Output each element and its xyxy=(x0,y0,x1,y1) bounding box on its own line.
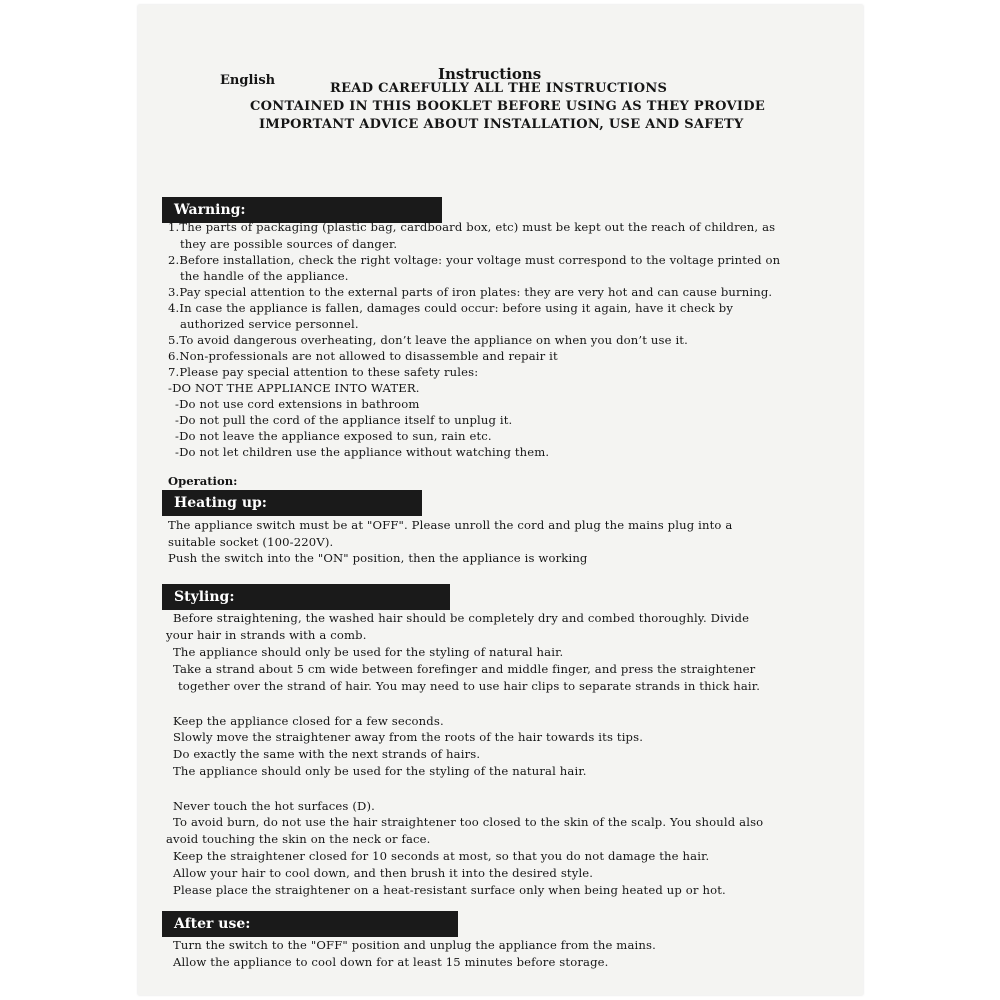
styling-line: Before straightening, the washed hair should be completely dry and combed thoroughly. Divide xyxy=(173,611,750,625)
styling-line: Please place the straightener on a heat-resistant surface only when being heated up or hot. xyxy=(173,883,726,897)
warning-line: -Do not leave the appliance exposed to sun, rain etc. xyxy=(175,429,492,443)
section-heading-text: Heating up: xyxy=(174,495,267,511)
warning-line: -Do not let children use the appliance without watching them. xyxy=(175,445,550,459)
warning-line: they are possible sources of danger. xyxy=(180,237,398,251)
warning-line: 3.Pay special attention to the external parts of iron plates: they are very hot and can cause burning. xyxy=(168,285,773,299)
warning-line: 4.In case the appliance is fallen, damages could occur: before using it again, have it check by xyxy=(168,301,734,315)
section-heading-text: After use: xyxy=(174,916,251,932)
section-heading-after-use xyxy=(162,911,458,937)
styling-line: Slowly move the straightener away from the roots of the hair towards its tips. xyxy=(173,730,644,744)
heating-line: suitable socket (100-220V). xyxy=(168,535,334,549)
styling-line: your hair in strands with a comb. xyxy=(166,628,367,642)
after-use-line: Turn the switch to the "OFF" position and unplug the appliance from the mains. xyxy=(173,938,656,952)
section-heading-styling xyxy=(162,584,450,610)
styling-line: The appliance should only be used for the styling of the natural hair. xyxy=(173,764,587,778)
warning-line: 6.Non-professionals are not allowed to disassemble and repair it xyxy=(168,349,558,363)
warning-line: -Do not pull the cord of the appliance itself to unplug it. xyxy=(175,413,513,427)
after-use-line: Allow the appliance to cool down for at least 15 minutes before storage. xyxy=(173,955,609,969)
styling-line: The appliance should only be used for the styling of natural hair. xyxy=(173,645,564,659)
styling-line: Do exactly the same with the next strands of hairs. xyxy=(173,747,481,761)
warning-line: -Do not use cord extensions in bathroom xyxy=(175,397,420,411)
warning-line: the handle of the appliance. xyxy=(180,269,349,283)
warning-line: authorized service personnel. xyxy=(180,317,359,331)
section-heading-text: Styling: xyxy=(174,589,235,605)
styling-line: To avoid burn, do not use the hair straightener too closed to the skin of the scalp. You should also xyxy=(173,815,764,829)
heating-line: Push the switch into the "ON" position, then the appliance is working xyxy=(168,551,588,565)
section-heading-text: Warning: xyxy=(174,202,246,218)
warning-line: 5.To avoid dangerous overheating, don’t leave the appliance on when you don’t use it. xyxy=(168,333,688,347)
header-line: CONTAINED IN THIS BOOKLET BEFORE USING AS THEY PROVIDE xyxy=(250,99,766,114)
instruction-sheet xyxy=(138,5,863,995)
header-line: IMPORTANT ADVICE ABOUT INSTALLATION, USE AND SAFETY xyxy=(259,117,744,132)
warning-line: -DO NOT THE APPLIANCE INTO WATER. xyxy=(168,381,420,395)
section-heading-heating xyxy=(162,490,422,516)
page-title: Instructions xyxy=(438,65,542,83)
operation-label: Operation: xyxy=(168,474,238,488)
heating-line: The appliance switch must be at "OFF". Please unroll the cord and plug the mains plug into a xyxy=(168,518,733,532)
styling-line: together over the strand of hair. You may need to use hair clips to separate strands in thick hair. xyxy=(178,679,761,693)
language-label: English xyxy=(220,73,276,88)
warning-line: 1.The parts of packaging (plastic bag, cardboard box, etc) must be kept out the reach of children, as xyxy=(168,220,776,234)
header-line: READ CAREFULLY ALL THE INSTRUCTIONS xyxy=(330,81,668,96)
styling-line: Keep the appliance closed for a few seconds. xyxy=(173,714,444,728)
styling-line: Never touch the hot surfaces (D). xyxy=(173,799,375,813)
warning-line: 7.Please pay special attention to these safety rules: xyxy=(168,365,479,379)
styling-line: Take a strand about 5 cm wide between forefinger and middle finger, and press the straightener xyxy=(173,662,756,676)
warning-line: 2.Before installation, check the right voltage: your voltage must correspond to the voltage printed on xyxy=(168,253,781,267)
styling-line: Keep the straightener closed for 10 seconds at most, so that you do not damage the hair. xyxy=(173,849,710,863)
styling-line: avoid touching the skin on the neck or face. xyxy=(166,832,431,846)
styling-line: Allow your hair to cool down, and then brush it into the desired style. xyxy=(173,866,594,880)
